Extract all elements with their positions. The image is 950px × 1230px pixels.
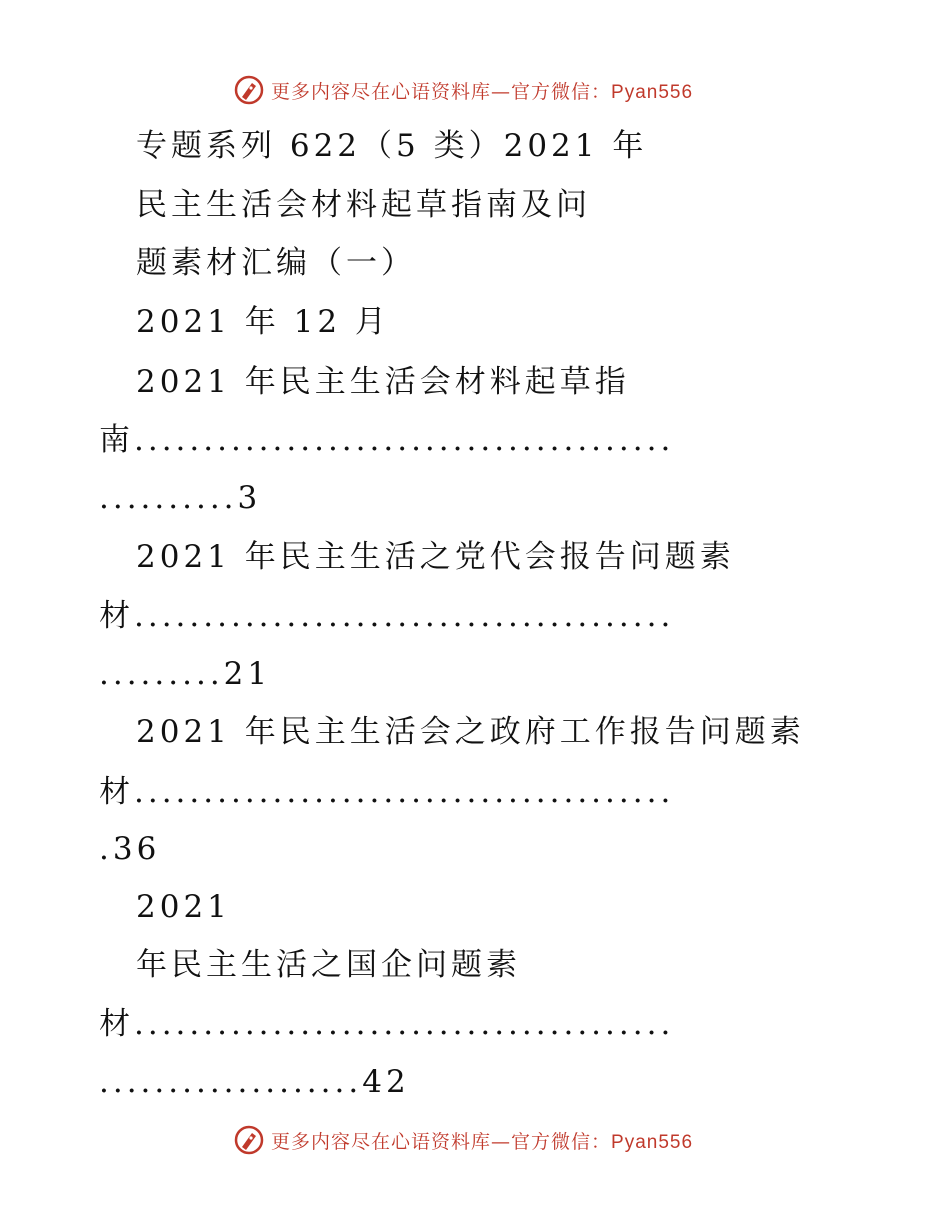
doc-title-line-2: 民主生活会材料起草指南及问	[136, 187, 591, 223]
watermark-label: 更多内容尽在心语资料库—官方微信：	[271, 80, 612, 103]
watermark-top	[233, 73, 693, 107]
toc-entry-2-page: .........21	[99, 656, 272, 692]
toc-entry-2-title: 2021 年民主生活之党代会报告问题素	[136, 539, 735, 575]
watermark-brand: Pyan556	[611, 81, 694, 103]
toc-entry-3-leader: 材.......................................	[99, 774, 675, 810]
toc-entry-4-year: 2021	[136, 889, 231, 925]
watermark-text	[271, 1127, 693, 1154]
toc-entry-3-page: .36	[99, 831, 161, 867]
doc-date: 2021 年 12 月	[136, 304, 390, 340]
pen-logo-icon	[233, 74, 265, 106]
watermark-bottom	[233, 1123, 693, 1157]
toc-entry-4-leader: 材.......................................	[99, 1006, 675, 1042]
toc-entry-2-leader: 材.......................................	[99, 598, 675, 634]
toc-entry-3-title: 2021 年民主生活会之政府工作报告问题素	[136, 714, 805, 750]
pen-logo-icon	[233, 1124, 265, 1156]
toc-entry-1-leader: 南.......................................	[99, 422, 675, 458]
toc-entry-4-title: 年民主生活之国企问题素	[136, 947, 521, 983]
toc-entry-4-page: ...................42	[99, 1064, 410, 1100]
watermark-brand: Pyan556	[611, 1131, 694, 1153]
watermark-text	[271, 77, 693, 104]
doc-title-line-1: 专题系列 622（5 类）2021 年	[136, 128, 648, 164]
watermark-label: 更多内容尽在心语资料库—官方微信：	[271, 1130, 612, 1153]
toc-entry-1-page: ..........3	[99, 480, 262, 516]
doc-title-line-3: 题素材汇编（一）	[136, 245, 416, 281]
toc-entry-1-title: 2021 年民主生活会材料起草指	[136, 364, 630, 400]
